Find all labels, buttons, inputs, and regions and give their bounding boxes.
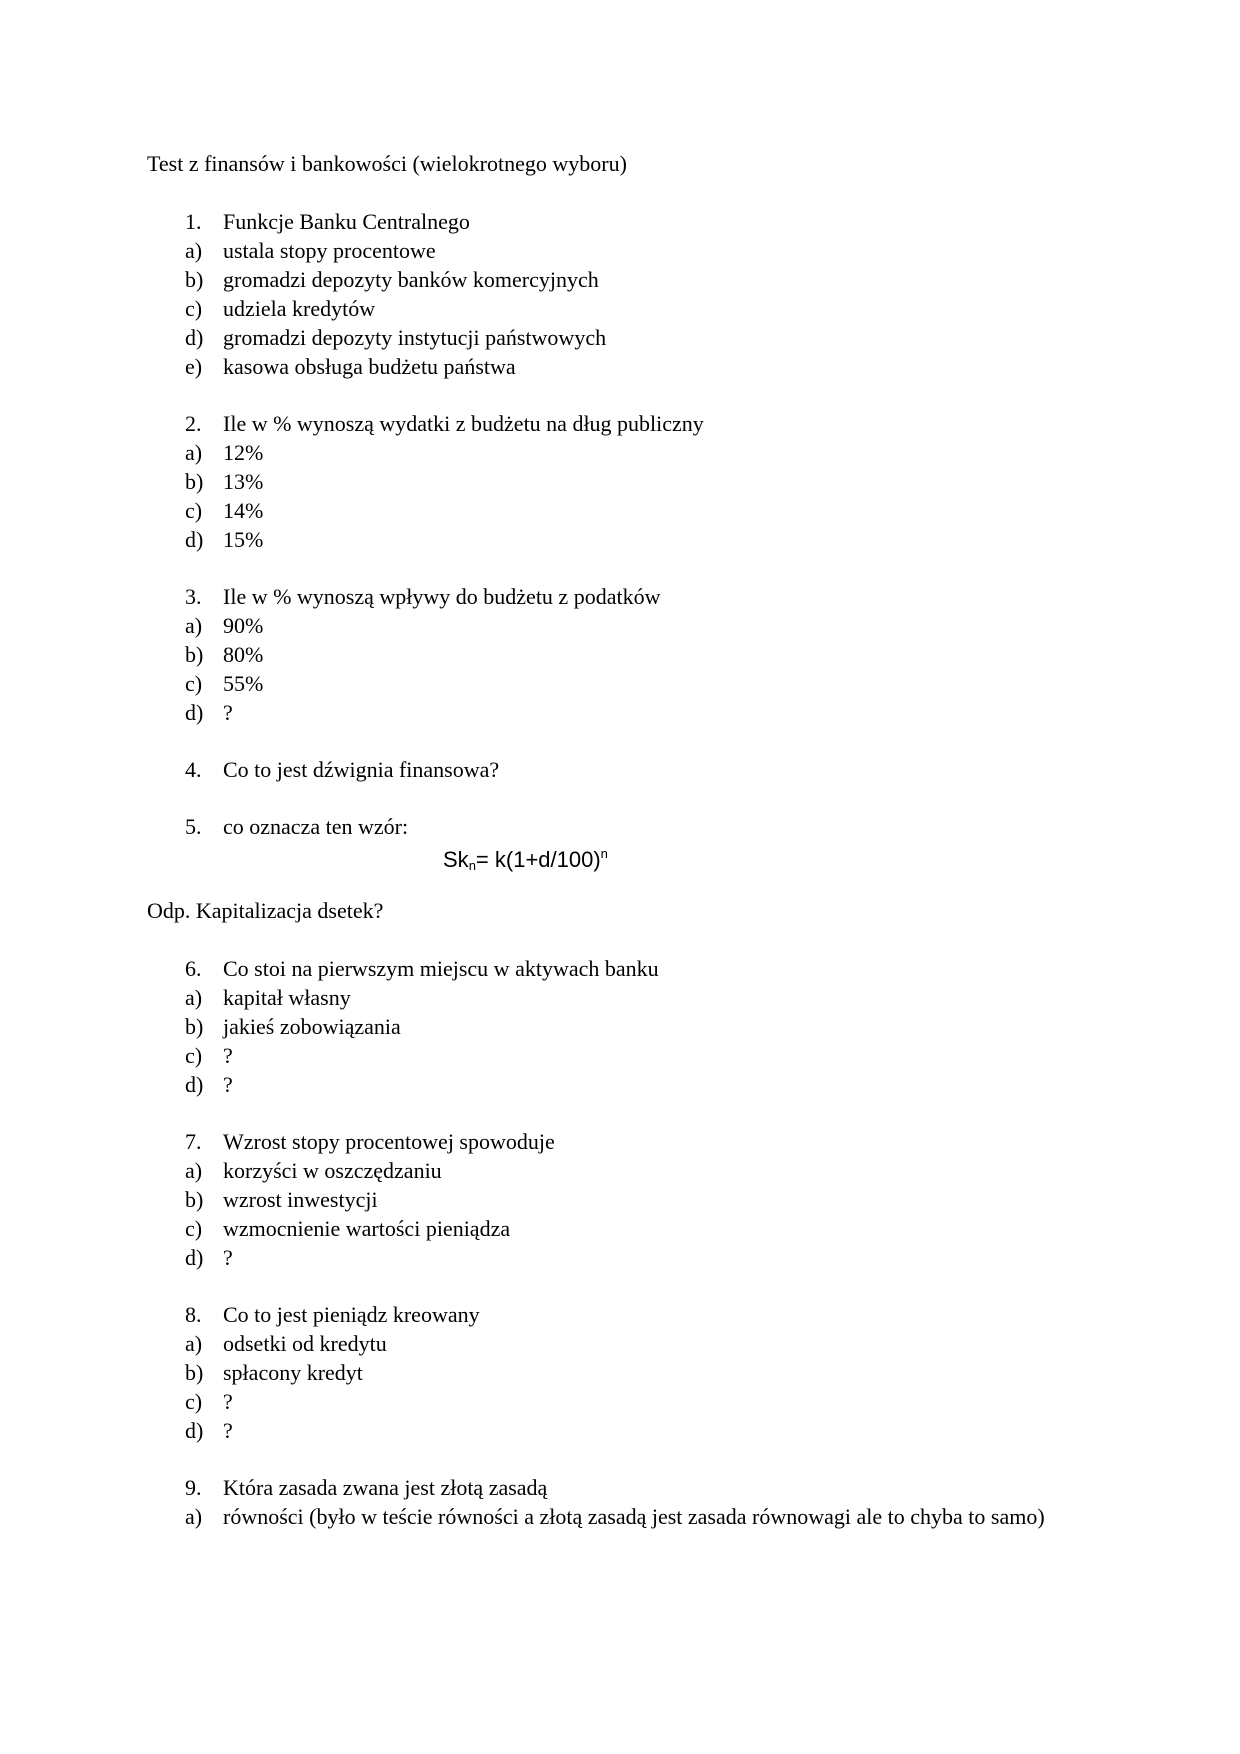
option-text: 80% (223, 642, 264, 667)
option-text: równości (było w teście równości a złotą zasadą jest zasada równowagi ale to chyba to samo) (223, 1504, 1045, 1529)
answer-option (0, 698, 1240, 727)
option-letter: c) (185, 671, 203, 696)
answer-option (0, 496, 1240, 525)
question-number: 7. (185, 1129, 202, 1154)
question-text: Ile w % wynoszą wpływy do budżetu z podatków (223, 584, 661, 609)
answer-option (0, 983, 1240, 1012)
question-1 (0, 207, 1240, 381)
answer-option (0, 1012, 1240, 1041)
option-text: 15% (223, 527, 264, 552)
answer-option (0, 1387, 1240, 1416)
option-letter: b) (185, 1360, 204, 1385)
question-8 (0, 1300, 1240, 1445)
option-letter: c) (185, 1043, 203, 1068)
formula-body: = k(1+d/100) (475, 847, 601, 872)
question-number: 8. (185, 1302, 202, 1327)
option-text: ? (223, 1418, 233, 1443)
option-letter: c) (185, 296, 203, 321)
option-letter: e) (185, 354, 203, 379)
option-text: gromadzi depozyty banków komercyjnych (223, 267, 599, 292)
option-text: wzrost inwestycji (223, 1187, 378, 1212)
answer-option (0, 611, 1240, 640)
formula-base: Sk (443, 847, 469, 872)
answer-option (0, 294, 1240, 323)
formula-exponent: n (600, 846, 608, 861)
formula-subscript: n (468, 858, 476, 873)
question-number: 2. (185, 411, 202, 436)
option-text: wzmocnienie wartości pieniądza (223, 1216, 511, 1241)
question-4 (0, 755, 1240, 784)
option-text: udziela kredytów (223, 296, 376, 321)
question-text: co oznacza ten wzór: (223, 814, 409, 839)
question-text: Ile w % wynoszą wydatki z budżetu na dług publiczny (223, 411, 704, 436)
answer-option (0, 1502, 1240, 1560)
option-letter: c) (185, 498, 203, 523)
question-number: 5. (185, 814, 202, 839)
option-letter: a) (185, 440, 203, 465)
question-3 (0, 582, 1240, 727)
answer-option (0, 1070, 1240, 1099)
option-letter: a) (185, 1504, 203, 1529)
question-2 (0, 409, 1240, 554)
answer-option (0, 323, 1240, 352)
option-text: jakieś zobowiązania (223, 1014, 401, 1039)
answer-option (0, 640, 1240, 669)
question-text: Która zasada zwana jest złotą zasadą (223, 1475, 548, 1500)
option-text: ustala stopy procentowe (223, 238, 436, 263)
option-text: ? (223, 1072, 233, 1097)
option-text: gromadzi depozyty instytucji państwowych (223, 325, 607, 350)
option-letter: a) (185, 1158, 203, 1183)
answer-option (0, 1214, 1240, 1243)
option-letter: b) (185, 642, 204, 667)
option-letter: b) (185, 1014, 204, 1039)
question-5 (0, 812, 1240, 841)
question-text: Wzrost stopy procentowej spowoduje (223, 1129, 555, 1154)
answer-option (0, 467, 1240, 496)
option-letter: d) (185, 325, 204, 350)
question-6 (0, 954, 1240, 1099)
question-text: Co to jest pieniądz kreowany (223, 1302, 480, 1327)
question-number: 1. (185, 209, 202, 234)
option-text: odsetki od kredytu (223, 1331, 387, 1356)
option-letter: b) (185, 469, 204, 494)
question-number: 4. (185, 757, 202, 782)
option-letter: b) (185, 267, 204, 292)
option-text: kapitał własny (223, 985, 351, 1010)
question-9 (0, 1473, 1240, 1560)
answer-option (0, 669, 1240, 698)
answer-option (0, 1416, 1240, 1445)
question-number: 3. (185, 584, 202, 609)
option-letter: d) (185, 1245, 204, 1270)
question-text: Co stoi na pierwszym miejscu w aktywach banku (223, 956, 659, 981)
option-text: korzyści w oszczędzaniu (223, 1158, 442, 1183)
option-letter: d) (185, 1418, 204, 1443)
option-text: 55% (223, 671, 264, 696)
option-text: 12% (223, 440, 264, 465)
answer-option (0, 1041, 1240, 1070)
answer-option (0, 1358, 1240, 1387)
answer-option (0, 438, 1240, 467)
question-text: Funkcje Banku Centralnego (223, 209, 470, 234)
question-number: 9. (185, 1475, 202, 1500)
answer-option (0, 236, 1240, 265)
option-text: ? (223, 1245, 233, 1270)
option-text: spłacony kredyt (223, 1360, 363, 1385)
option-text: kasowa obsługa budżetu państwa (223, 354, 516, 379)
answer-option (0, 1156, 1240, 1185)
question-7 (0, 1127, 1240, 1272)
option-text: ? (223, 1389, 233, 1414)
option-text: 13% (223, 469, 264, 494)
option-letter: d) (185, 1072, 204, 1097)
document-title: Test z finansów i bankowości (wielokrotnego wyboru) (147, 151, 627, 176)
option-letter: a) (185, 238, 203, 263)
answer-option (0, 525, 1240, 554)
question-number: 6. (185, 956, 202, 981)
option-letter: a) (185, 1331, 203, 1356)
option-text: 14% (223, 498, 264, 523)
question-text: Co to jest dźwignia finansowa? (223, 757, 500, 782)
option-letter: c) (185, 1216, 203, 1241)
option-letter: c) (185, 1389, 203, 1414)
answer-option (0, 352, 1240, 381)
option-letter: d) (185, 527, 204, 552)
compound-interest-formula (443, 839, 608, 880)
answer-option (0, 265, 1240, 294)
option-letter: b) (185, 1187, 204, 1212)
option-text: ? (223, 700, 233, 725)
option-text: ? (223, 1043, 233, 1068)
option-letter: a) (185, 985, 203, 1010)
option-letter: d) (185, 700, 204, 725)
option-letter: a) (185, 613, 203, 638)
answer-option (0, 1185, 1240, 1214)
answer-option (0, 1243, 1240, 1272)
answer-note: Odp. Kapitalizacja dsetek? (147, 898, 384, 923)
answer-option (0, 1329, 1240, 1358)
option-text: 90% (223, 613, 264, 638)
